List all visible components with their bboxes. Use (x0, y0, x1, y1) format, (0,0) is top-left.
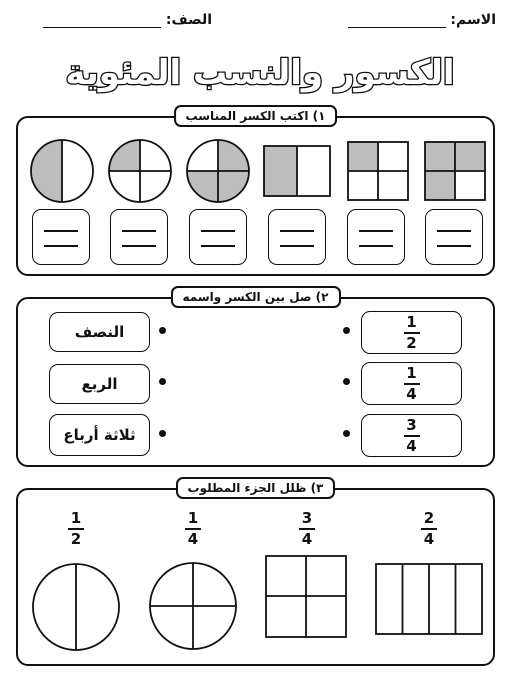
fraction-numerator: 1 (187, 509, 199, 527)
title-text: الكسور والنسب المئوية (65, 53, 455, 93)
fraction-denominator: 2 (70, 530, 82, 548)
fraction-numerator: 3 (406, 415, 417, 434)
fraction-numerator: 1 (406, 312, 417, 331)
bar-quarters-to-shade (376, 564, 482, 634)
fraction-numerator: 1 (406, 363, 417, 382)
square-quarters-to-shade (266, 556, 346, 637)
name-pill-text: ثلاثة أرباع (63, 426, 136, 444)
fraction-denominator: 2 (406, 333, 417, 352)
circle-quarters-to-shade (150, 563, 236, 649)
name-pill-text: الربع (81, 375, 118, 393)
fraction-denominator: 4 (406, 384, 417, 403)
section3-label: ٣) ظلل الجزء المطلوب (176, 477, 336, 499)
name-pill-text: النصف (74, 323, 125, 341)
fraction-numerator: 1 (70, 509, 82, 527)
section1-label: ١) اكتب الكسر المناسب (174, 105, 338, 127)
name-label: الاسم: (450, 12, 496, 28)
class-label: الصف: (165, 12, 212, 28)
fraction-denominator: 4 (187, 530, 199, 548)
fraction-denominator: 4 (406, 436, 417, 455)
circle-halves-to-shade (33, 564, 119, 650)
section2-label: ٢) صل بين الكسر واسمه (170, 286, 340, 308)
fraction-numerator: 3 (301, 509, 313, 527)
fraction-denominator: 4 (423, 530, 435, 548)
fraction-denominator: 4 (301, 530, 313, 548)
fraction-numerator: 2 (423, 509, 435, 527)
